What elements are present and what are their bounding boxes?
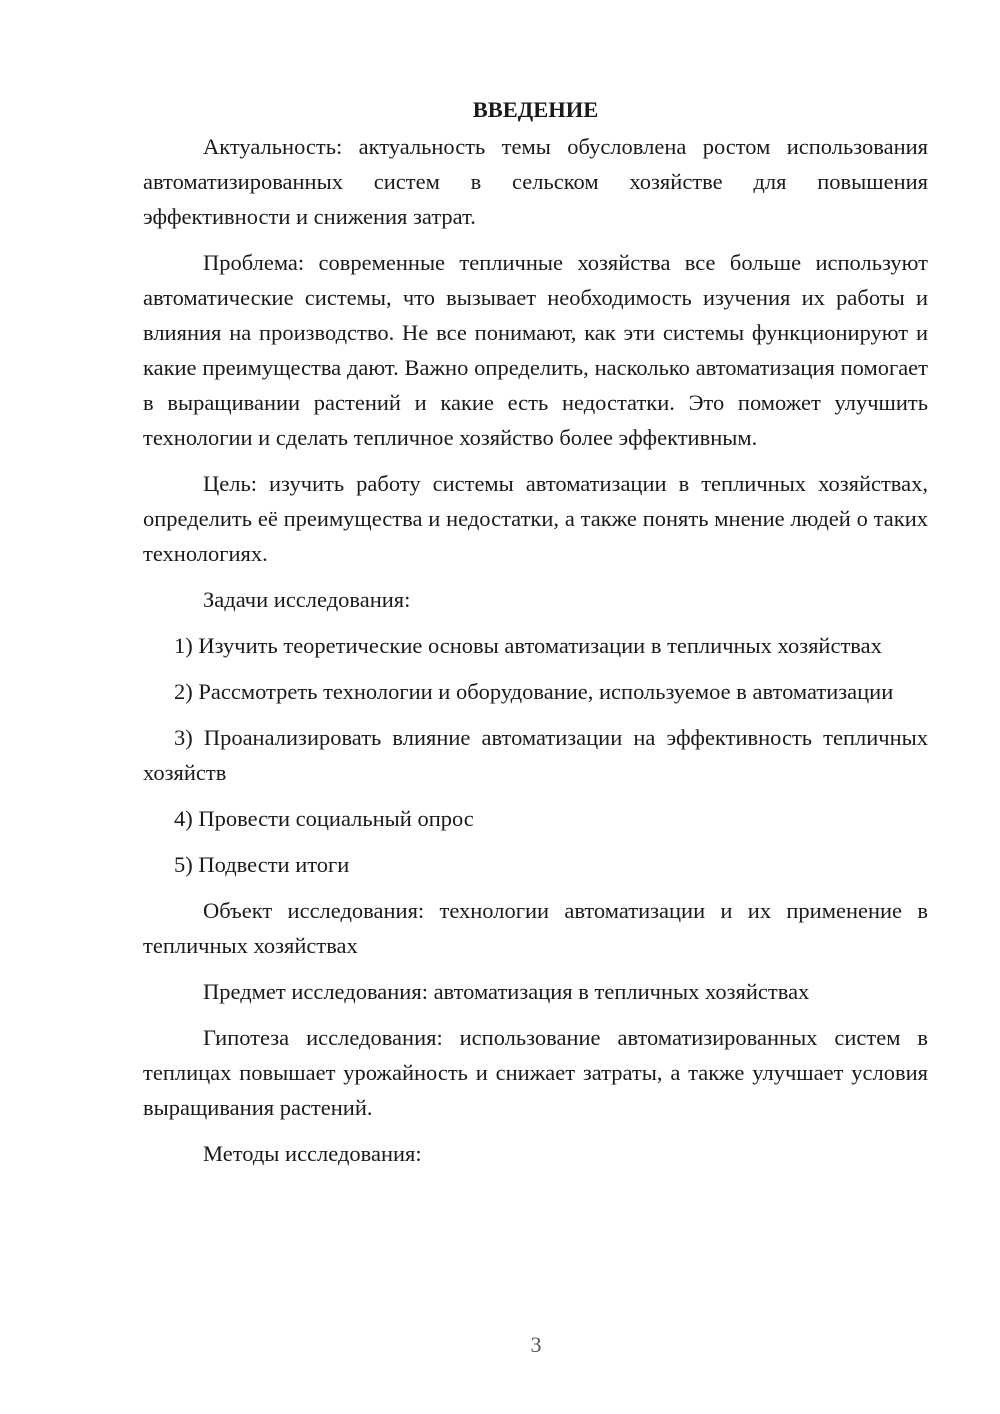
problem-paragraph: Проблема: современные тепличные хозяйства все больше используют автоматические системы, что вызывает необходимость изучения их работы и влияния на производство. Не все понимают, как эти системы функционируют и какие преимущества дают. Важно определить, насколько автоматизация помогает в выращивании растений и какие есть недостатки. Это поможет улучшить технологии и сделать тепличное хозяйство более эффективным.	[143, 250, 928, 450]
object-paragraph: Объект исследования: технологии автоматизации и их применение в тепличных хозяйствах	[143, 898, 928, 958]
relevance-paragraph: Актуальность: актуальность темы обусловлена ростом использования автоматизированных систем в сельском хозяйстве для повышения эффективности и снижения затрат.	[143, 134, 928, 229]
methods-title: Методы исследования:	[203, 1141, 422, 1166]
task-item-4: 4) Провести социальный опрос	[174, 806, 474, 831]
task-item-1: 1) Изучить теоретические основы автоматизации в тепличных хозяйствах	[174, 633, 882, 658]
goal-paragraph: Цель: изучить работу системы автоматизации в тепличных хозяйствах, определить её преимущества и недостатки, а также понять мнение людей о таких технологиях.	[143, 471, 928, 566]
document-page	[143, 92, 928, 1182]
task-item-2: 2) Рассмотреть технологии и оборудование, используемое в автоматизации	[174, 679, 894, 704]
section-heading: ВВЕДЕНИЕ	[472, 97, 599, 122]
tasks-title: Задачи исследования:	[203, 587, 411, 612]
hypothesis-paragraph: Гипотеза исследования: использование автоматизированных систем в теплицах повышает урожайность и снижает затраты, а также улучшает условия выращивания растений.	[143, 1025, 928, 1120]
task-item-3: 3) Проанализировать влияние автоматизации на эффективность тепличных хозяйств	[143, 725, 928, 785]
page-number: 3	[530, 1332, 542, 1357]
task-item-5: 5) Подвести итоги	[174, 852, 350, 877]
subject-paragraph: Предмет исследования: автоматизация в тепличных хозяйствах	[203, 979, 810, 1004]
